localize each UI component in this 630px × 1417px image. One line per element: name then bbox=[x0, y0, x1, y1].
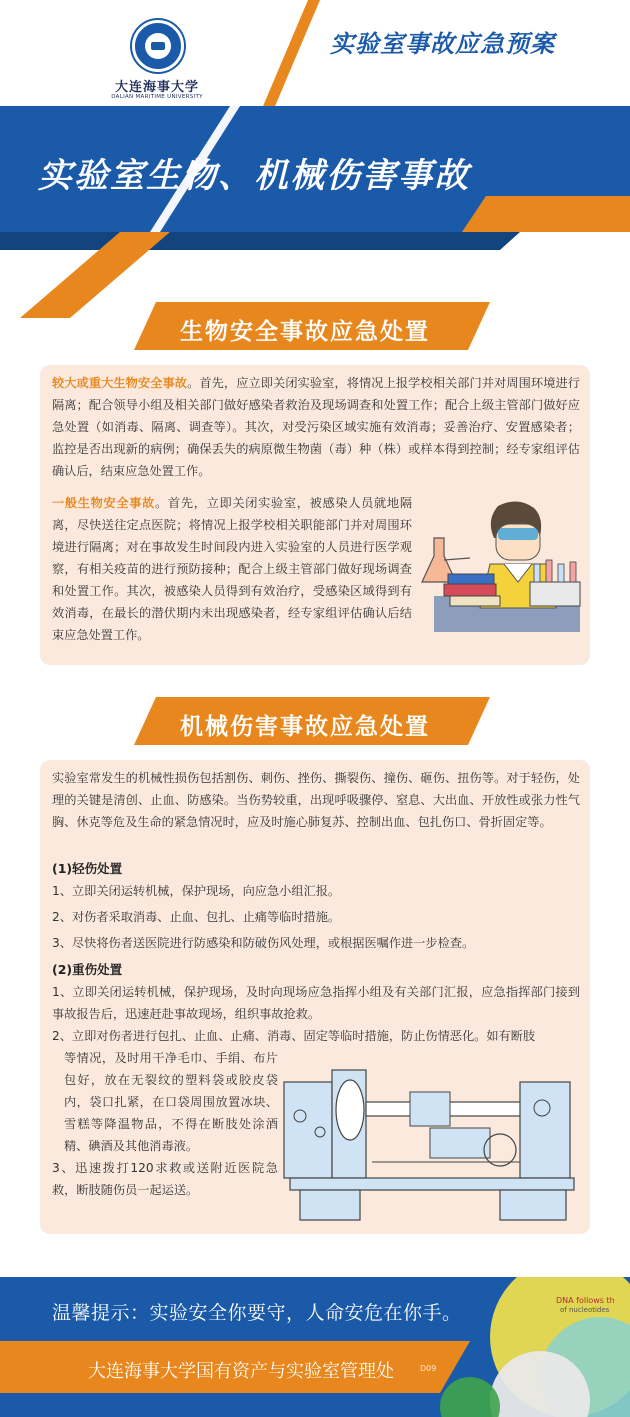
section1-paragraph2 bbox=[52, 492, 412, 646]
severe-item-2-line1: 2、立即对伤者进行包扎、止血、止痛、消毒、固定等临时措施，防止伤情恶化。如有断肢 bbox=[52, 1029, 536, 1043]
plan-title: 实验室事故应急预案 bbox=[330, 30, 555, 58]
severe-item-3: 3、迅速拨打120求救或送附近医院急救，断肢随伤员一起运送。 bbox=[52, 1161, 278, 1197]
footer-organization: 大连海事大学国有资产与实验室管理处 bbox=[88, 1361, 394, 1382]
footer-decor-text1: DNA follows th bbox=[556, 1296, 615, 1305]
minor-item-3: 3、尽快将伤者送医院进行防感染和防破伤风处理，或根据医嘱作进一步检查。 bbox=[52, 936, 475, 950]
university-name-en: DALIAN MARITIME UNIVERSITY bbox=[111, 94, 203, 100]
section2-title: 机械伤害事故应急处置 bbox=[180, 714, 430, 740]
section1-title: 生物安全事故应急处置 bbox=[180, 319, 430, 345]
lathe-illustration bbox=[280, 1052, 580, 1224]
section1-paragraph1 bbox=[52, 372, 580, 482]
section1-p2-lead: 一般生物安全事故 bbox=[52, 496, 156, 510]
section1-p2-body: 。首先，立即关闭实验室，被感染人员就地隔离，尽快送往定点医院；将情况上报学校相关职能部门并对周围环境进行隔离；对在事故发生时间段内进入实验室的人员进行医学观察，有相关疫苗的进行预防接种；配合上级主管部门做好现场调查和处置工作。其次，被感染人员得到有效治疗，受感染区域得到有效消毒，在最长的潜伏期内未出现感染者，经专家组评估确认后结束应急处置工作。 bbox=[52, 496, 413, 642]
minor-item-1: 1、立即关闭运转机械，保护现场，向应急小组汇报。 bbox=[52, 884, 341, 898]
university-name-cn: 大连海事大学 bbox=[114, 80, 199, 95]
footer-tip: 温馨提示：实验安全你要守，人命安危在你手。 bbox=[52, 1302, 462, 1324]
footer-code: D09 bbox=[420, 1364, 437, 1373]
section1-p1-lead: 较大或重大生物安全事故 bbox=[52, 376, 188, 390]
minor-item-2: 2、对伤者采取消毒、止血、包扎、止痛等临时措施。 bbox=[52, 910, 341, 924]
university-logo-icon bbox=[132, 20, 184, 72]
minor-injury-title: (1)轻伤处置 bbox=[52, 861, 123, 876]
footer-decor-text2: of nucleotides bbox=[560, 1306, 610, 1314]
severe-item-1: 1、立即关闭运转机械，保护现场，及时向现场应急指挥小组及有关部门汇报，应急指挥部门接到事故报告后，迅速赶赴事故现场，组织事故抢救。 bbox=[52, 985, 580, 1021]
section1-p1-body: 。首先，应立即关闭实验室，将情况上报学校相关部门并对周围环境进行隔离；配合领导小组及相关部门做好感染者救治及现场调查和处置工作；配合上级主管部门做好应急处置（如消毒、隔离、调查等）。其次，对受污染区域实施有效消毒；妥善治疗、安置感染者；监控是否出现新的病例；确保丢失的病原微生物菌（毒）种（株）或样本得到控制；经专家组评估确认后，结束应急处置工作。 bbox=[52, 376, 580, 478]
scientist-illustration bbox=[420, 498, 582, 638]
page-title: 实验室生物、机械伤害事故 bbox=[38, 156, 470, 196]
section2-intro: 实验室常发生的机械性损伤包括割伤、刺伤、挫伤、撕裂伤、撞伤、砸伤、扭伤等。对于轻伤，处理的关键是清创、止血、防感染。当伤势较重，出现呼吸骤停、窒息、大出血、开放性或张力性气胸、休克等危及生命的紧急情况时，应及时施心肺复苏、控制出血、包扎伤口、骨折固定等。 bbox=[52, 771, 580, 829]
severe-injury-title: (2)重伤处置 bbox=[52, 962, 123, 977]
severe-item-2-rest: 等情况，及时用干净毛巾、手绢、布片包好，放在无裂纹的塑料袋或胶皮袋内，袋口扎紧，在口袋周围放置冰块、雪糕等降温物品，不得在断肢处涂酒精、碘酒及其他消毒液。 bbox=[64, 1051, 278, 1153]
